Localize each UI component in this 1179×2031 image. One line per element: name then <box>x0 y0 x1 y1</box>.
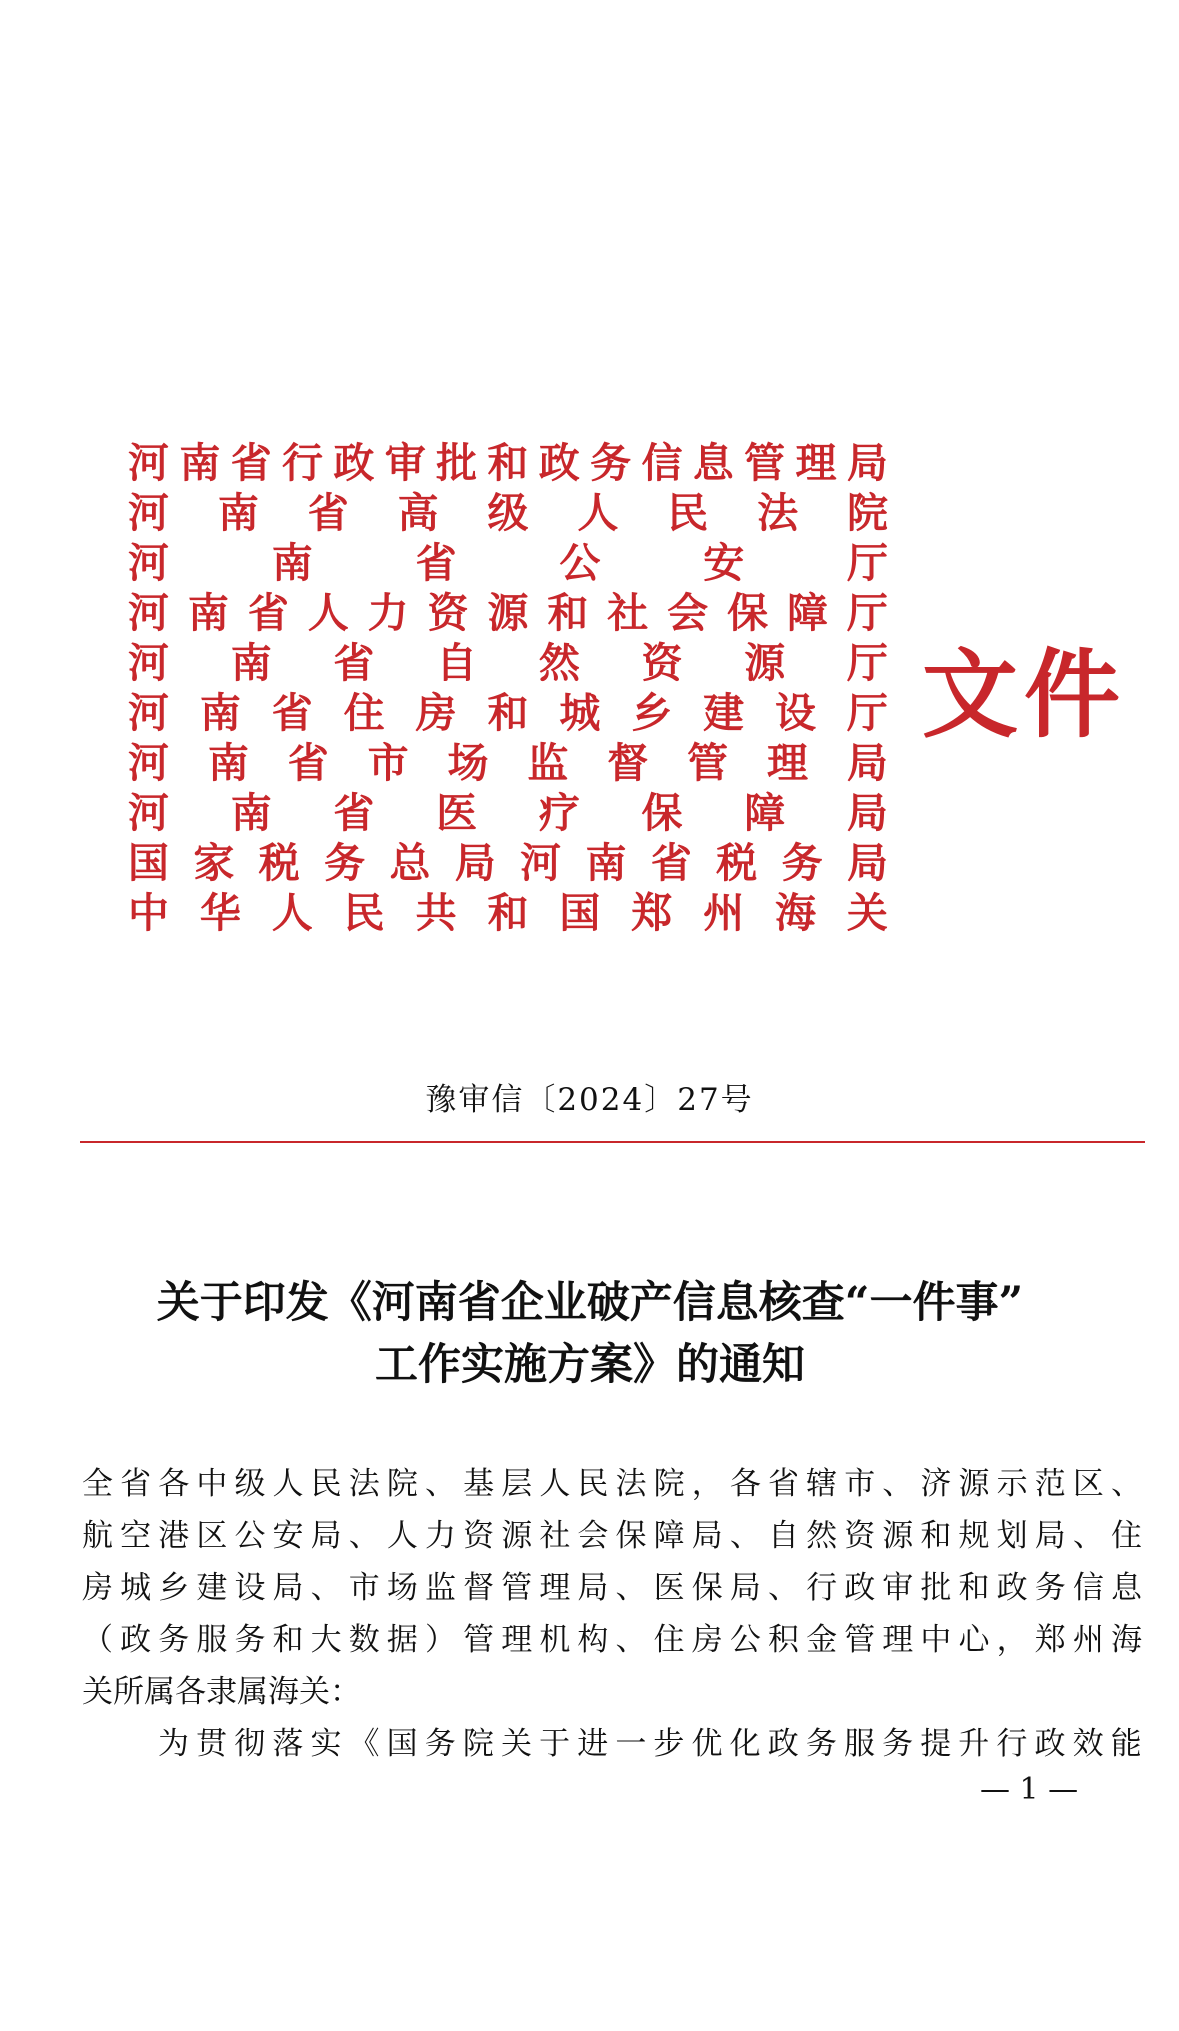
body-char: 落 <box>272 1726 304 1762</box>
issuer-char: 市 <box>367 739 409 787</box>
body-char: 力 <box>424 1518 456 1554</box>
body-char: 步 <box>653 1726 685 1762</box>
issuer-char: 税 <box>716 839 758 887</box>
body-char: 、 <box>348 1518 380 1554</box>
body-char: 、 <box>1072 1518 1104 1554</box>
body-char: 全 <box>82 1466 113 1502</box>
issuing-authorities <box>128 438 888 938</box>
body-char: 行 <box>996 1726 1028 1762</box>
issuer-char: 理 <box>795 439 837 487</box>
issuer-char: 务 <box>324 839 366 887</box>
body-char: 能 <box>1110 1726 1142 1762</box>
body-char: 范 <box>1034 1466 1066 1502</box>
body-char: 、 <box>310 1570 342 1606</box>
body-char: 构 <box>577 1622 609 1658</box>
body-char: 进 <box>577 1726 609 1762</box>
body-char: 医 <box>653 1570 685 1606</box>
issuer-char: 资 <box>641 639 683 687</box>
body-char: 、 <box>1110 1466 1142 1502</box>
body-char: 中 <box>196 1466 228 1502</box>
body-char: 人 <box>386 1518 418 1554</box>
paragraph-start <box>82 1718 1142 1770</box>
body-char: 政 <box>767 1726 799 1762</box>
body-char: 法 <box>348 1466 380 1502</box>
body-char: 政 <box>996 1570 1028 1606</box>
body-char: 务 <box>805 1726 837 1762</box>
body-char: 院 <box>386 1466 418 1502</box>
body-char: 、 <box>882 1466 914 1502</box>
issuer-char: 政 <box>333 439 375 487</box>
issuer-char: 河 <box>128 739 169 787</box>
body-char: 公 <box>729 1622 761 1658</box>
body-char: 区 <box>196 1518 228 1554</box>
body-line <box>82 1510 1142 1562</box>
issuer-char: 人 <box>271 889 313 937</box>
body-char: 州 <box>1072 1622 1104 1658</box>
body-char: 实 <box>310 1726 342 1762</box>
issuer-char: 高 <box>397 489 439 537</box>
issuer-char: 源 <box>487 589 529 637</box>
issuer-char: 河 <box>128 639 169 687</box>
title-line-1: 关于印发《河南省企业破产信息核查“一件事” <box>156 1278 1024 1328</box>
issuer-char: 督 <box>607 739 649 787</box>
issuer-char: 华 <box>199 889 241 937</box>
body-char: 级 <box>234 1466 266 1502</box>
body-char: 局 <box>310 1518 342 1554</box>
body-char: 区 <box>1072 1466 1104 1502</box>
body-char: 省 <box>767 1466 799 1502</box>
body-char: 社 <box>539 1518 571 1554</box>
body-char: 济 <box>920 1466 952 1502</box>
body-line <box>82 1458 1142 1510</box>
issuer-char: 局 <box>846 789 888 837</box>
body-char: 积 <box>767 1622 799 1658</box>
body-char: 于 <box>539 1726 571 1762</box>
body-char: 局 <box>691 1518 723 1554</box>
issuer-line <box>128 438 888 488</box>
issuer-char: 和 <box>487 689 529 737</box>
issuer-char: 障 <box>786 589 828 637</box>
body-char: 理 <box>882 1622 914 1658</box>
issuer-char: 务 <box>590 439 632 487</box>
body-char: 自 <box>767 1518 799 1554</box>
body-char: 务 <box>234 1622 266 1658</box>
issuer-char: 南 <box>585 839 627 887</box>
body-char: 管 <box>844 1622 876 1658</box>
body-line <box>82 1614 1142 1666</box>
body-char: 局 <box>1034 1518 1066 1554</box>
issuer-char: 省 <box>287 739 329 787</box>
body-char: 一 <box>615 1726 647 1762</box>
issuer-char: 行 <box>282 439 324 487</box>
body-char: 升 <box>958 1726 990 1762</box>
body-char: 数 <box>348 1622 380 1658</box>
body-char: 辖 <box>806 1466 838 1502</box>
issuer-char: 河 <box>128 789 169 837</box>
issuer-char: 息 <box>692 439 734 487</box>
issuer-char: 省 <box>650 839 692 887</box>
issuer-char: 南 <box>230 639 272 687</box>
body-char: 人 <box>272 1466 304 1502</box>
body-char: 源 <box>958 1466 990 1502</box>
issuer-char: 税 <box>258 839 300 887</box>
body-char: 各 <box>729 1466 761 1502</box>
body-char: 市 <box>844 1466 876 1502</box>
issuer-char: 审 <box>384 439 426 487</box>
body-char: 划 <box>996 1518 1028 1554</box>
body-char: 务 <box>1034 1570 1066 1606</box>
body-char: 住 <box>653 1622 685 1658</box>
issuer-line <box>128 588 888 638</box>
body-char: 信 <box>1072 1570 1104 1606</box>
body-char: 乡 <box>158 1570 190 1606</box>
body-char: 基 <box>463 1466 495 1502</box>
issuer-char: 国 <box>559 889 601 937</box>
issuer-char: 安 <box>703 539 745 587</box>
issuer-char: 省 <box>271 689 313 737</box>
body-char: 设 <box>234 1570 266 1606</box>
document-number: 豫审信〔2024〕27号 <box>425 1082 754 1118</box>
issuer-char: 局 <box>846 739 888 787</box>
issuer-char: 乡 <box>631 689 673 737</box>
issuer-char: 级 <box>487 489 529 537</box>
issuer-char: 源 <box>744 639 786 687</box>
issuer-char: 会 <box>667 589 709 637</box>
body-char: 城 <box>120 1570 152 1606</box>
body-char: 《 <box>348 1726 380 1762</box>
body-char: 和 <box>272 1622 304 1658</box>
body-char: 房 <box>691 1622 723 1658</box>
issuer-char: 中 <box>128 889 169 937</box>
issuer-char: 南 <box>207 739 249 787</box>
body-char: 港 <box>158 1518 190 1554</box>
body-char: 督 <box>463 1570 495 1606</box>
issuer-char: 法 <box>757 489 799 537</box>
issuer-char: 务 <box>781 839 823 887</box>
body-char: 然 <box>806 1518 838 1554</box>
body-char: 法 <box>615 1466 647 1502</box>
body-char: 人 <box>539 1466 571 1502</box>
body-char: 、 <box>424 1466 456 1502</box>
body-char: 源 <box>882 1518 914 1554</box>
body-char: 为 <box>158 1726 189 1762</box>
issuer-char: 省 <box>333 789 375 837</box>
body-char: 服 <box>196 1622 228 1658</box>
body-line: 关所属各隶属海关： <box>82 1674 361 1710</box>
issuer-char: 社 <box>607 589 649 637</box>
page-number: — 1 — <box>980 1772 1079 1807</box>
issuer-char: 南 <box>230 789 272 837</box>
issuer-char: 厅 <box>846 589 888 637</box>
body-char: 层 <box>501 1466 533 1502</box>
issuer-char: 厅 <box>846 689 888 737</box>
issuer-char: 南 <box>271 539 313 587</box>
body-char: 国 <box>386 1726 418 1762</box>
issuer-line <box>128 788 888 838</box>
issuer-char: 南 <box>217 489 259 537</box>
issuer-char: 民 <box>343 889 385 937</box>
body-char: 管 <box>501 1570 533 1606</box>
issuer-char: 家 <box>193 839 235 887</box>
body-char: 监 <box>424 1570 456 1606</box>
body-char: 据 <box>386 1622 418 1658</box>
issuer-line <box>128 688 888 738</box>
issuer-char: 省 <box>247 589 289 637</box>
issuer-char: 共 <box>415 889 457 937</box>
issuer-char: 河 <box>128 439 169 487</box>
issuer-char: 保 <box>641 789 683 837</box>
issuer-char: 国 <box>128 839 169 887</box>
issuer-line <box>128 488 888 538</box>
body-char: 、 <box>729 1518 761 1554</box>
issuer-char: 省 <box>307 489 349 537</box>
body-char: 建 <box>196 1570 228 1606</box>
issuer-char: 保 <box>727 589 769 637</box>
issuer-char: 民 <box>667 489 709 537</box>
issuer-char: 资 <box>427 589 469 637</box>
issuer-char: 理 <box>767 739 808 787</box>
body-char: 务 <box>424 1726 456 1762</box>
issuer-line <box>128 638 888 688</box>
body-char: 政 <box>120 1622 152 1658</box>
body-char: 院 <box>462 1726 494 1762</box>
issuer-char: 厅 <box>846 539 888 587</box>
body-char: 省 <box>120 1466 152 1502</box>
issuer-char: 疗 <box>538 789 580 837</box>
issuer-line <box>128 738 888 788</box>
document-body <box>82 1458 1142 1770</box>
body-char: 批 <box>920 1570 952 1606</box>
issuer-char: 管 <box>687 739 729 787</box>
issuer-char: 和 <box>547 589 589 637</box>
issuer-char: 省 <box>333 639 375 687</box>
issuer-char: 省 <box>230 439 272 487</box>
body-char: （ <box>82 1622 113 1658</box>
body-line <box>82 1562 1142 1614</box>
body-char: 务 <box>158 1622 190 1658</box>
issuer-char: 河 <box>128 489 169 537</box>
body-char: 局 <box>577 1570 609 1606</box>
issuer-char: 住 <box>343 689 385 737</box>
body-char: 民 <box>577 1466 609 1502</box>
issuer-char: 建 <box>703 689 745 737</box>
issuer-char: 人 <box>577 489 619 537</box>
body-char: 资 <box>844 1518 876 1554</box>
issuer-char: 总 <box>389 839 431 887</box>
body-char: 场 <box>386 1570 418 1606</box>
issuer-char: 和 <box>487 889 529 937</box>
body-char: 务 <box>882 1726 914 1762</box>
document-title <box>60 1272 1120 1396</box>
title-line-2: 工作实施方案》的通知 <box>375 1340 805 1390</box>
issuer-char: 然 <box>538 639 580 687</box>
body-char: 理 <box>501 1622 533 1658</box>
body-char: ， <box>996 1622 1028 1658</box>
body-char: 公 <box>234 1518 266 1554</box>
issuer-char: 医 <box>436 789 478 837</box>
issuer-char: 信 <box>641 439 683 487</box>
issuer-char: 政 <box>538 439 580 487</box>
body-char: 审 <box>882 1570 914 1606</box>
body-char: 房 <box>82 1570 113 1606</box>
body-char: 院 <box>653 1466 685 1502</box>
issuer-char: 城 <box>559 689 601 737</box>
body-char: 优 <box>691 1726 723 1762</box>
issuer-line <box>128 538 888 588</box>
body-char: 保 <box>691 1570 723 1606</box>
body-char: 住 <box>1110 1518 1142 1554</box>
issuer-char: 人 <box>307 589 349 637</box>
body-char: 中 <box>920 1622 952 1658</box>
issuer-char: 局 <box>846 439 888 487</box>
document-suffix: 文件 <box>922 638 1126 751</box>
body-char: 、 <box>767 1570 799 1606</box>
issuer-char: 省 <box>415 539 457 587</box>
body-char: 心 <box>958 1622 990 1658</box>
issuer-char: 州 <box>703 889 745 937</box>
body-char: 提 <box>920 1726 952 1762</box>
issuer-char: 院 <box>847 489 888 537</box>
issuer-char: 力 <box>367 589 409 637</box>
body-char: 局 <box>729 1570 761 1606</box>
issuer-line <box>128 838 888 888</box>
issuer-char: 关 <box>846 889 888 937</box>
issuer-char: 房 <box>415 689 457 737</box>
issuer-char: 河 <box>128 689 169 737</box>
issuer-char: 批 <box>436 439 478 487</box>
issuer-char: 和 <box>487 439 529 487</box>
issuer-char: 自 <box>436 639 478 687</box>
issuer-char: 南 <box>179 439 221 487</box>
issuer-char: 河 <box>128 539 169 587</box>
body-char: 大 <box>310 1622 342 1658</box>
body-char: 郑 <box>1034 1622 1066 1658</box>
body-char: 、 <box>615 1570 647 1606</box>
body-char: 效 <box>1072 1726 1104 1762</box>
issuer-char: 海 <box>775 889 817 937</box>
body-char: 化 <box>729 1726 761 1762</box>
body-char: 障 <box>653 1518 685 1554</box>
body-char: 民 <box>310 1466 342 1502</box>
body-char: 资 <box>463 1518 495 1554</box>
issuer-char: 局 <box>846 839 888 887</box>
body-char: 关 <box>500 1726 532 1762</box>
body-char: 航 <box>82 1518 113 1554</box>
issuer-char: 监 <box>527 739 569 787</box>
body-char: 和 <box>920 1518 952 1554</box>
body-char: 会 <box>577 1518 609 1554</box>
body-char: 服 <box>843 1726 875 1762</box>
issuer-char: 河 <box>128 589 169 637</box>
body-char: ， <box>691 1466 723 1502</box>
body-char: 示 <box>996 1466 1028 1502</box>
body-char: 管 <box>463 1622 495 1658</box>
body-char: 金 <box>806 1622 838 1658</box>
body-char: 安 <box>272 1518 304 1554</box>
body-char: 政 <box>1034 1726 1066 1762</box>
body-char: 贯 <box>196 1726 228 1762</box>
body-char: 各 <box>158 1466 190 1502</box>
body-char: 政 <box>844 1570 876 1606</box>
issuer-char: 郑 <box>631 889 673 937</box>
body-char: 息 <box>1110 1570 1142 1606</box>
issuer-char: 障 <box>744 789 786 837</box>
issuer-char: 河 <box>520 839 562 887</box>
body-char: 和 <box>958 1570 990 1606</box>
issuer-char: 管 <box>744 439 786 487</box>
issuer-char: 设 <box>775 689 817 737</box>
body-char: 行 <box>806 1570 838 1606</box>
issuer-char: 局 <box>454 839 496 887</box>
body-char: 保 <box>615 1518 647 1554</box>
body-char: 源 <box>501 1518 533 1554</box>
body-char: 局 <box>272 1570 304 1606</box>
body-char: 海 <box>1110 1622 1142 1658</box>
body-char: 机 <box>539 1622 571 1658</box>
body-char: 市 <box>348 1570 380 1606</box>
issuer-char: 厅 <box>846 639 888 687</box>
issuer-char: 公 <box>559 539 601 587</box>
body-char: 彻 <box>234 1726 266 1762</box>
body-char: 理 <box>539 1570 571 1606</box>
issuer-char: 南 <box>199 689 241 737</box>
body-char: 、 <box>615 1622 647 1658</box>
issuer-line <box>128 888 888 938</box>
body-char: 空 <box>120 1518 152 1554</box>
issuer-char: 南 <box>187 589 229 637</box>
issuer-char: 场 <box>447 739 489 787</box>
body-char: 规 <box>958 1518 990 1554</box>
body-char: ） <box>424 1622 456 1658</box>
red-divider <box>80 1141 1145 1143</box>
